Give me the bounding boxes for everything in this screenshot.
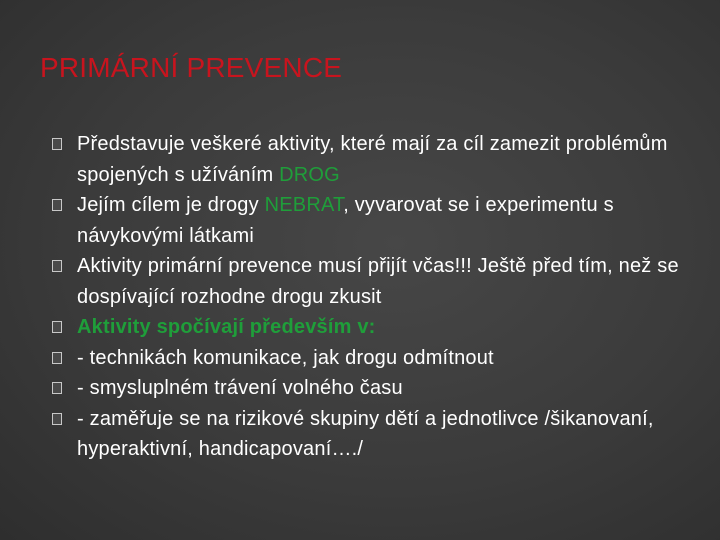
bullet-item: [52, 129, 692, 190]
missing-glyph-square-icon: [52, 382, 62, 394]
bullet-text-continued: , vyvarovat se i experimentu s návykovými látkami: [77, 194, 614, 247]
bullet-item: [52, 251, 692, 312]
missing-glyph-square-icon: [52, 260, 62, 272]
bullet-highlight: Aktivity spočívají především v:: [77, 316, 376, 338]
missing-glyph-square-icon: [52, 413, 62, 425]
missing-glyph-square-icon: [52, 199, 62, 211]
missing-glyph-square-icon: [52, 321, 62, 333]
bullet-highlight: NEBRAT: [264, 194, 344, 216]
bullet-text: - smysluplném trávení volného času: [77, 377, 403, 399]
slide-title: PRIMÁRNÍ PREVENCE: [40, 52, 343, 83]
bullet-text: Jejím cílem je drogy: [77, 194, 265, 216]
bullet-text: - zaměřuje se na rizikové skupiny dětí a jednotlivce /šikanovaní, hyperaktivní, handicapovaní…./: [77, 407, 654, 460]
bullet-text: Představuje veškeré aktivity, které mají za cíl zamezit problémům spojených s užíváním: [77, 133, 668, 186]
bullet-item: [52, 373, 692, 404]
bullet-list: [52, 129, 692, 465]
bullet-item: [52, 190, 692, 251]
bullet-item: [52, 312, 692, 343]
bullet-highlight: DROG: [279, 163, 340, 186]
bullet-text: - technikách komunikace, jak drogu odmítnout: [77, 346, 494, 369]
bullet-item: [52, 343, 692, 374]
missing-glyph-square-icon: [52, 138, 62, 150]
bullet-item: [52, 404, 692, 465]
bullet-text: Aktivity primární prevence musí přijít včas!!! Ještě před tím, než se dospívající rozhodne drogu zkusit: [77, 255, 679, 308]
missing-glyph-square-icon: [52, 352, 62, 364]
